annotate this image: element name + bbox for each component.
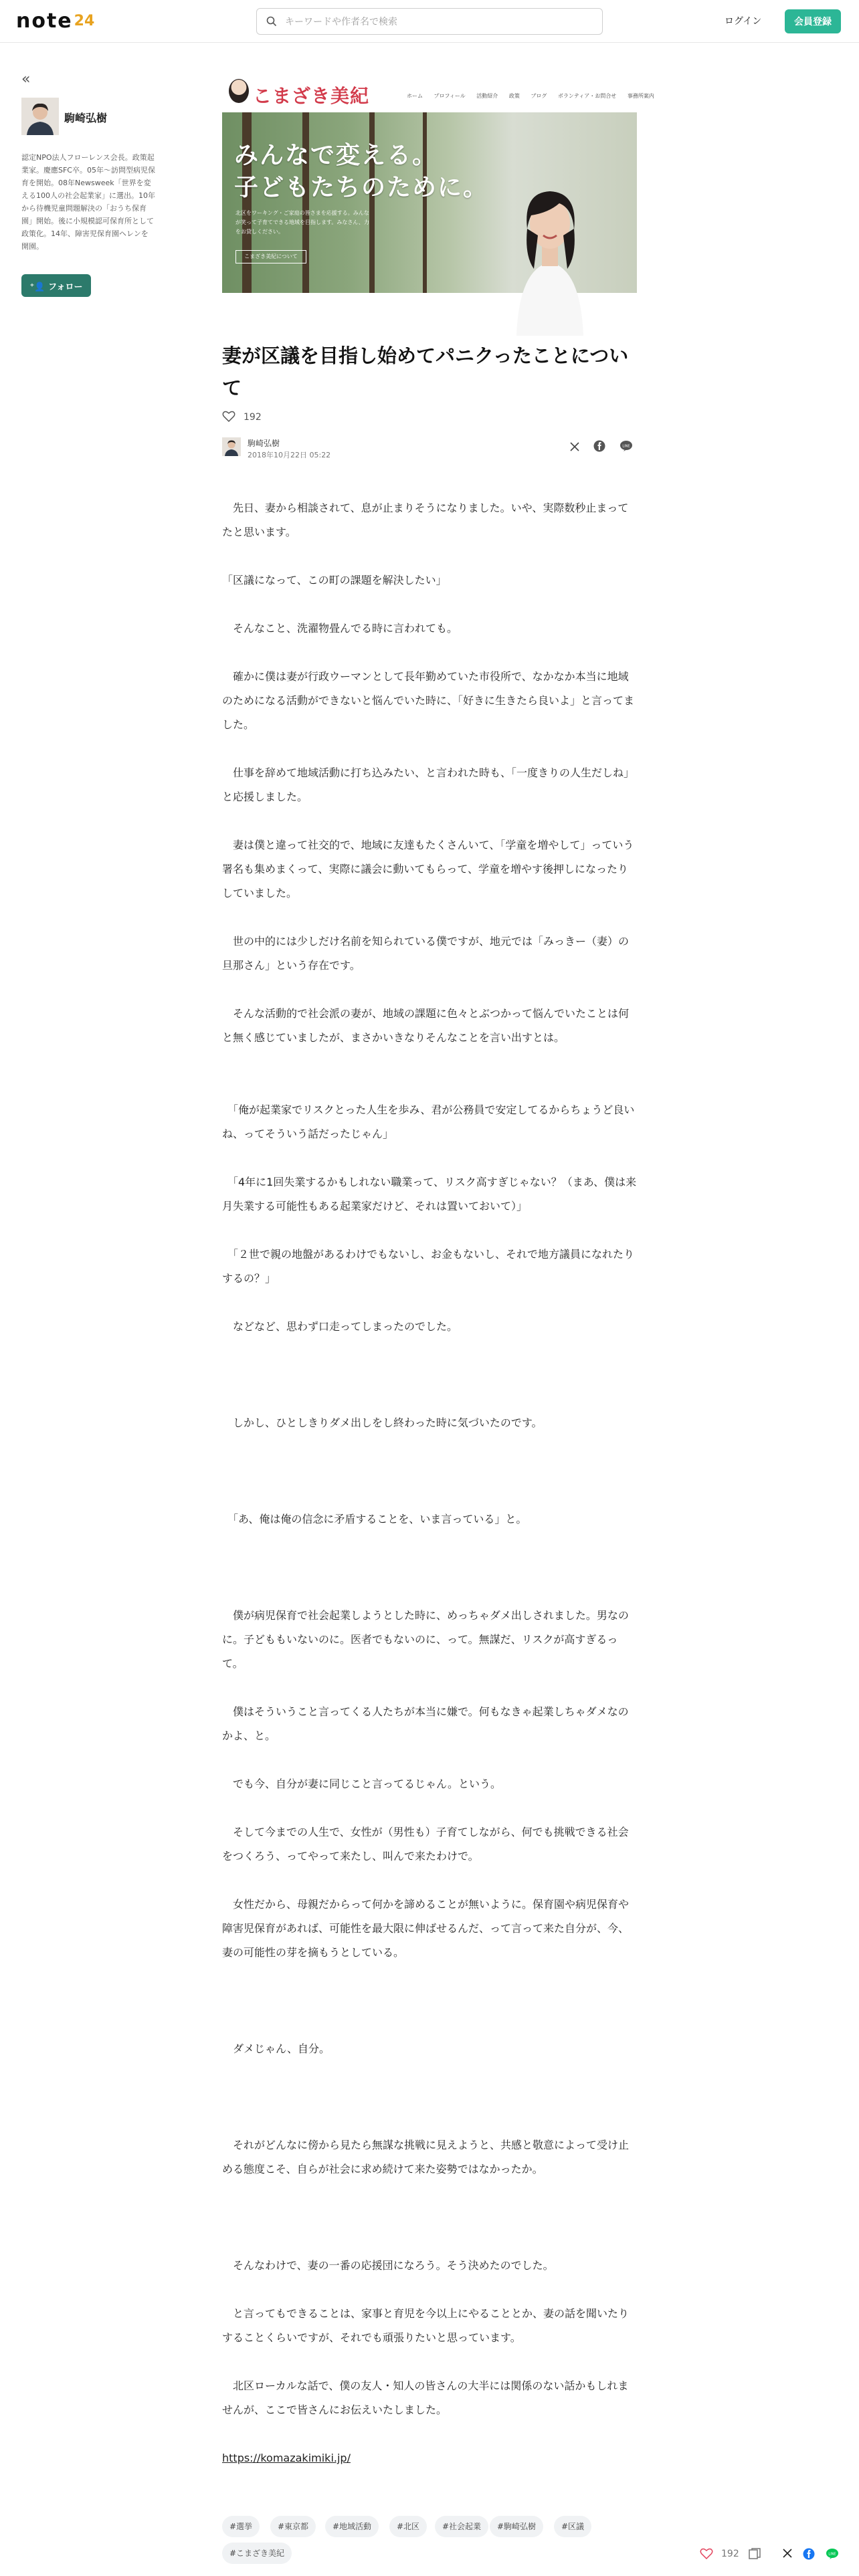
paragraph: 「２世で親の地盤があるわけでもないし、お金もないし、それで地方議員になれたりするの？」 <box>222 1248 635 1285</box>
tag[interactable]: #地域活動 <box>325 2516 379 2537</box>
paragraph: 「あ、俺は俺の信念に矛盾することを、いま言っている」と。 <box>222 1513 527 1525</box>
paragraph: 僕が病児保育で社会起業しようとした時に、めっちゃダメ出しされました。男なのに。子どももいないのに。医者でもないのに、って。無謀だ、リスクが高すぎるって。 <box>222 1609 629 1670</box>
hero-nav-item: 活動紹介 <box>476 93 498 99</box>
hero-image <box>222 70 654 293</box>
avatar[interactable] <box>21 98 59 135</box>
search-icon <box>266 16 277 27</box>
paragraph: 妻は僕と違って社交的で、地域に友達もたくさんいて、「学童を増やして」っていう署名も集めまくって、実際に議会に動いてもらって、学童を増やす後押しになったりしていました。 <box>222 839 634 899</box>
line-icon[interactable] <box>619 440 633 455</box>
hero-nav-item: ボランティア・お問合せ <box>557 93 617 99</box>
facebook-icon[interactable] <box>593 440 605 455</box>
hero-nav-item: ホーム <box>407 93 423 99</box>
hero-portrait <box>490 169 610 336</box>
search-box[interactable] <box>256 8 603 35</box>
paragraph: 「区議になって、この町の課題を解決したい」 <box>222 574 447 586</box>
logo-badge: 24 <box>74 13 95 29</box>
logo-text: note <box>16 9 73 33</box>
login-link[interactable]: ログイン <box>725 16 762 27</box>
person-plus-icon: ⁺👤 <box>29 282 45 292</box>
facebook-icon[interactable] <box>803 2548 815 2563</box>
paragraph: と言ってもできることは、家事と育児を今以上にやることとか、妻の話を聞いたりすることくらいですが、それでも頑張りたいと思っています。 <box>222 2307 630 2344</box>
external-link[interactable]: https://komazakimiki.jp/ <box>222 2452 351 2464</box>
line-icon[interactable] <box>826 2548 839 2563</box>
author-bio: 認定NPO法人フローレンス会長。政策起業家。慶應SFC卒。05年〜訪問型病児保育を開始。08年Newsweek「世界を変える100人の社会起業家」に選出。10年から待機児童問題解決の「おうち保育園」開始。後に小規模認可保育所として政策化。14年、障害児保育園ヘレンを開園。 <box>21 153 155 251</box>
paragraph: 女性だから、母親だからって何かを諦めることが無いように。保育園や病児保育や障害児保育があれば、可能性を最大限に伸ばせるんだ、って言って来た自分が、今、妻の可能性の芽を摘もうとしている。 <box>222 1898 630 1959</box>
paragraph: ダメじゃん、自分。 <box>222 2042 330 2055</box>
hero-slogan-line1: みんなで変える。 <box>234 141 438 169</box>
heart-icon[interactable] <box>700 2548 713 2563</box>
author-name[interactable]: 駒崎弘樹 <box>64 112 108 124</box>
signup-button[interactable]: 会員登録 <box>785 9 841 33</box>
follow-label: フォロー <box>48 282 83 292</box>
share-icons <box>570 440 644 455</box>
like-count: 192 <box>244 412 262 423</box>
magazine-icon[interactable] <box>748 2548 761 2563</box>
hero-nav <box>407 92 664 100</box>
hero-slogan-line2: 子どもたちのために。 <box>234 173 489 201</box>
search-input[interactable] <box>284 9 594 35</box>
hero-photo <box>222 112 637 293</box>
tag[interactable]: #東京都 <box>270 2516 316 2537</box>
chevrons-left-icon[interactable]: « <box>21 71 31 88</box>
x-icon[interactable] <box>783 2548 792 2561</box>
paragraph: 仕事を辞めて地域活動に打ち込みたい、と言われた時も、「一度きりの人生だしね」と応援しました。 <box>222 766 635 803</box>
paragraph: そんな活動的で社会派の妻が、地域の課題に色々とぶつかって悩んでいたことは何と無く感じていましたが、まさかいきなりそんなことを言い出すとは。 <box>222 1007 630 1044</box>
tag[interactable]: #選挙 <box>222 2516 260 2537</box>
byline-author[interactable]: 駒崎弘樹 <box>248 439 280 448</box>
follow-button[interactable] <box>21 274 91 297</box>
svg-text:LINE: LINE <box>828 2552 836 2557</box>
hero-nav-item: 政策 <box>508 93 520 99</box>
hero-brand: こまざき美紀 <box>253 85 370 107</box>
paragraph: そんなこと、洗濯物畳んでる時に言われても。 <box>222 622 458 635</box>
heart-icon[interactable] <box>222 411 235 423</box>
x-icon[interactable] <box>570 441 579 454</box>
bottom-like-count: 192 <box>721 2549 739 2559</box>
hero-copy: 北区をワーキング・ご家庭の皆さまを応援する。みんなが笑って子育てできる地域を目指します。みなさん、力をお貸しください。 <box>235 210 369 235</box>
tag[interactable]: #駒崎弘樹 <box>490 2516 543 2537</box>
paragraph: 僕はそういうこと言ってくる人たちが本当に嫌で。何もなきゃ起業しちゃダメなのかよ、と。 <box>222 1705 629 1742</box>
hero-nav-item: ブログ <box>531 93 547 99</box>
tag[interactable]: #区議 <box>554 2516 591 2537</box>
publish-date: 2018年10月22日 05:22 <box>248 451 331 459</box>
like-counter[interactable] <box>222 409 262 425</box>
paragraph: 「4年に1回失業するかもしれない職業って、リスク高すぎじゃない？（まあ、僕は来月失業する可能性もある起業家だけど、それは置いておいて）」 <box>222 1176 637 1212</box>
paragraph: 世の中的には少しだけ名前を知られている僕ですが、地元では「みっきー（妻）の旦那さん」という存在です。 <box>222 935 630 972</box>
paragraph: でも今、自分が妻に同じこと言ってるじゃん。という。 <box>222 1778 501 1790</box>
note-logo[interactable] <box>16 9 94 33</box>
paragraph: そんなわけで、妻の一番の応援団になろう。そう決めたのでした。 <box>222 2259 554 2272</box>
paragraph: 先日、妻から相談されて、息が止まりそうになりました。いや、実際数秒止まってたと思います。 <box>222 502 629 538</box>
paragraph: そして今までの人生で、女性が（男性も）子育てしながら、何でも挑戦できる社会をつくろう、ってやって来たし、叫んで来たわけで。 <box>222 1826 629 1862</box>
paragraph: 「俺が起業家でリスクとった人生を歩み、君が公務員で安定してるからちょうど良いね、ってそういう話だったじゃん」 <box>222 1103 635 1140</box>
paragraph: 北区ローカルな話で、僕の友人・知人の皆さんの大半には関係のない話かもしれませんが、ここで皆さんにお伝えいたしました。 <box>222 2379 629 2416</box>
header <box>0 0 859 43</box>
article-title: 妻が区議を目指し始めてパニクったことについて <box>222 344 629 399</box>
paragraph: 確かに僕は妻が行政ウーマンとして長年勤めていた市役所で、なかなか本当に地域のためになる活動ができないと悩んでいた時に、「好きに生きたら良いよ」と言ってました。 <box>222 670 635 731</box>
external-link-paragraph <box>222 2446 637 2470</box>
paragraph: それがどんなに傍から見たら無謀な挑戦に見えようと、共感と敬意によって受け止める態度こそ、自らが社会に求め続けて来た姿勢ではなかったか。 <box>222 2139 630 2175</box>
hero-header <box>222 70 654 113</box>
tag[interactable]: #こまざき美紀 <box>222 2543 292 2564</box>
hero-button: こまざき美紀について <box>235 250 306 263</box>
svg-text:LINE: LINE <box>622 444 630 449</box>
paragraph: などなど、思わず口走ってしまったのでした。 <box>222 1320 458 1333</box>
tag[interactable]: #社会起業 <box>435 2516 488 2537</box>
byline-avatar[interactable] <box>222 437 241 456</box>
hero-portrait-mark <box>229 79 249 103</box>
hero-nav-item: プロフィール <box>434 93 466 99</box>
hero-nav-item: 事務所案内 <box>627 93 654 99</box>
tag[interactable]: #北区 <box>389 2516 427 2537</box>
paragraph: しかし、ひとしきりダメ出しをし終わった時に気づいたのです。 <box>222 1416 543 1429</box>
